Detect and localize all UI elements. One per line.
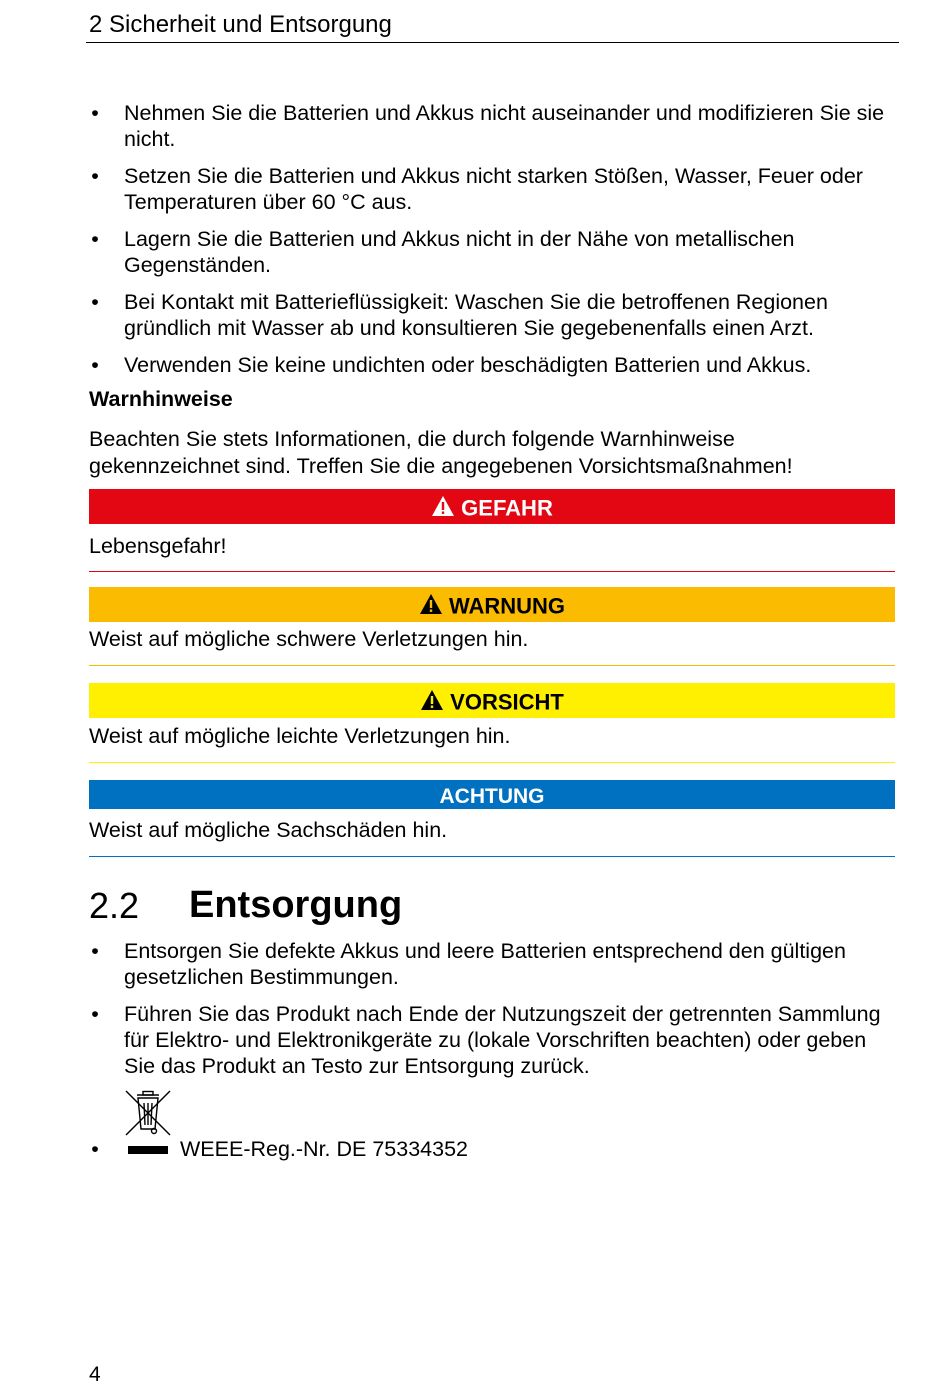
- vorsicht-label: VORSICHT: [450, 689, 564, 715]
- vorsicht-rule: [89, 762, 895, 763]
- warning-triangle-icon: [420, 689, 444, 711]
- page-number: 4: [89, 1363, 101, 1386]
- achtung-text: Weist auf mögliche Sachschäden hin.: [89, 818, 448, 842]
- warning-triangle-icon: [419, 593, 443, 615]
- gefahr-rule: [89, 571, 895, 572]
- warning-triangle-icon: [431, 495, 455, 517]
- list-item: • Setzen Sie die Batterien und Akkus nicht starken Stößen, Wasser, Feuer oder Temperaturen über 60 °C aus.: [91, 164, 863, 214]
- achtung-rule: [89, 856, 895, 857]
- crossed-out-wheelie-bin-icon: [124, 1089, 172, 1155]
- list-item-text: Führen Sie das Produkt nach Ende der Nutzungszeit der getrennten Sammlung für Elektro- und Elektronikgeräte zu (lokale Vorschriften beachten) oder geben Sie das Produkt an Testo zur Entsorgung zurück.: [124, 1002, 881, 1078]
- header-rule: [86, 42, 899, 43]
- list-item: • Führen Sie das Produkt nach Ende der Nutzungszeit der getrennten Sammlung für Elektro- und Elektronikgeräte zu (lokale Vorschriften beachten) oder geben Sie das Produkt an Testo zur Entsorgung zurück.: [91, 1002, 881, 1078]
- list-item: • Lagern Sie die Batterien und Akkus nicht in der Nähe von metallischen Gegenständen.: [91, 227, 795, 277]
- list-item-text: Entsorgen Sie defekte Akkus und leere Batterien entsprechend den gültigen gesetzlichen Bestimmungen.: [124, 939, 846, 989]
- disposal-bullet-list: [89, 938, 899, 1090]
- list-item: • Entsorgen Sie defekte Akkus und leere Batterien entsprechend den gültigen gesetzlichen Bestimmungen.: [91, 939, 846, 989]
- warnung-text: Weist auf mögliche schwere Verletzungen hin.: [89, 627, 529, 651]
- weee-registration: WEEE-Reg.-Nr. DE 75334352: [180, 1137, 468, 1161]
- achtung-label: ACHTUNG: [439, 784, 545, 808]
- list-item-text: Lagern Sie die Batterien und Akkus nicht in der Nähe von metallischen Gegenständen.: [124, 227, 795, 277]
- section-title: Entsorgung: [189, 884, 403, 926]
- battery-bullet-list: [89, 100, 899, 389]
- warnung-rule: [89, 665, 895, 666]
- gefahr-text: Lebensgefahr!: [89, 534, 227, 558]
- list-item-text: Bei Kontakt mit Batterieflüssigkeit: Waschen Sie die betroffenen Regionen gründlich mit Wasser ab und konsultieren Sie gegebenenfalls einen Arzt.: [124, 290, 828, 340]
- list-item: • Nehmen Sie die Batterien und Akkus nicht auseinander und modifizieren Sie sie nicht.: [91, 101, 885, 151]
- warnings-heading: Warnhinweise: [89, 387, 233, 411]
- warnings-intro: Beachten Sie stets Informationen, die durch folgende Warnhinweise gekennzeichnet sind. Treffen Sie die angegebenen Vorsichtsmaßnahmen!: [89, 427, 793, 478]
- list-item-text: Nehmen Sie die Batterien und Akkus nicht auseinander und modifizieren Sie sie nicht.: [124, 101, 885, 151]
- vorsicht-text: Weist auf mögliche leichte Verletzungen hin.: [89, 724, 511, 748]
- list-item-text: Setzen Sie die Batterien und Akkus nicht starken Stößen, Wasser, Feuer oder Temperaturen über 60 °C aus.: [124, 164, 863, 214]
- section-number: 2.2: [89, 885, 140, 926]
- gefahr-banner: [89, 489, 895, 524]
- vorsicht-banner: [89, 683, 895, 718]
- weee-bullet: •: [91, 1137, 99, 1161]
- warnung-label: WARNUNG: [448, 593, 566, 619]
- achtung-banner: [89, 780, 895, 809]
- gefahr-label: GEFAHR: [461, 495, 553, 521]
- list-item: • Verwenden Sie keine undichten oder beschädigten Batterien und Akkus.: [91, 353, 812, 377]
- warnung-banner: [89, 587, 895, 622]
- header-title: 2 Sicherheit und Entsorgung: [89, 11, 392, 38]
- list-item-text: Verwenden Sie keine undichten oder beschädigten Batterien und Akkus.: [124, 353, 812, 377]
- list-item: • Bei Kontakt mit Batterieflüssigkeit: Waschen Sie die betroffenen Regionen gründlich mit Wasser ab und konsultieren Sie gegebenenfalls einen Arzt.: [91, 290, 828, 340]
